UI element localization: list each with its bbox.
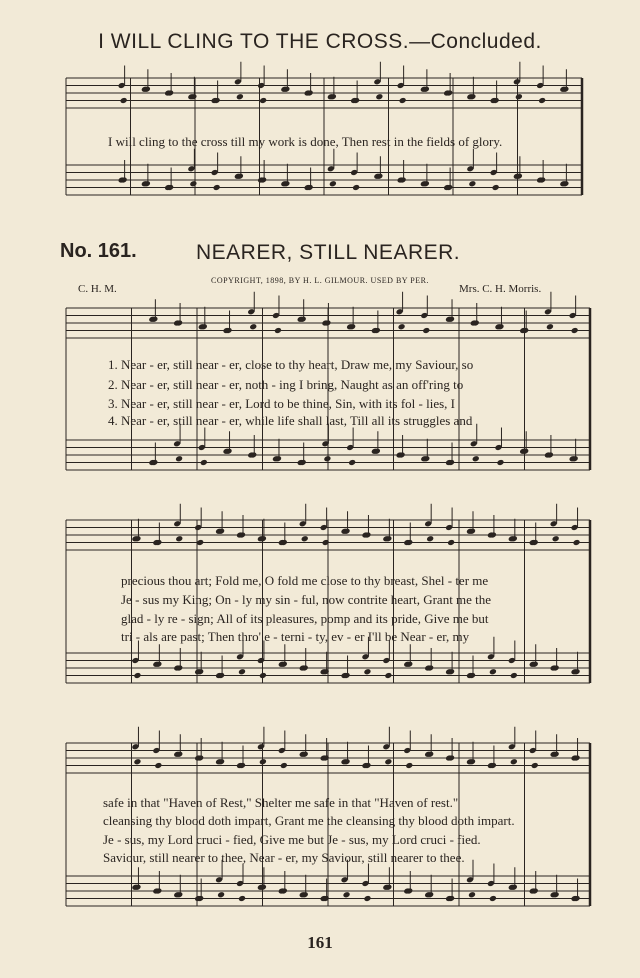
- verse-line: Je - sus, my Lord cruci - fied, Give me but Je - sus, my Lord cruci - fied.: [103, 832, 481, 847]
- verse-line: safe in that "Haven of Rest," Shelter me safe in that "Haven of rest.": [103, 795, 459, 810]
- author-credit: Mrs. C. H. Morris.: [459, 283, 542, 295]
- composer-credit: C. H. M.: [78, 283, 117, 295]
- hymn-number: No. 161.: [60, 240, 137, 262]
- verse-line: precious thou art; Fold me, O fold me close to thy breast, Shel - ter me: [121, 573, 489, 588]
- verse-line: 2. Near - er, still near - er, noth - ing I bring, Naught as an off'ring to: [108, 377, 464, 392]
- continued-song-title: I WILL CLING TO THE CROSS.—Concluded.: [98, 30, 542, 53]
- verse-line: Saviour, still nearer to thee, Near - er, my Saviour, still nearer to thee.: [103, 850, 465, 865]
- hymn-title: NEARER, STILL NEARER.: [196, 241, 461, 264]
- verse-line: 1. Near - er, still near - er, close to thy heart, Draw me, my Saviour, so: [108, 357, 474, 372]
- verse-line: 4. Near - er, still near - er, while life shall last, Till all its struggles and: [108, 413, 473, 428]
- song1-lyric-line: I will cling to the cross till my work is done, Then rest in the fields of glory.: [108, 134, 503, 149]
- verse-line: tri - als are past; Then thro' e - terni - ty, ev - er I'll be Near - er, my: [121, 629, 470, 644]
- verse-line: 3. Near - er, still near - er, Lord to be thine, Sin, with its fol - lies, I: [108, 396, 455, 411]
- verse-line: Je - sus my King; On - ly my sin - ful, now contrite heart, Grant me the: [121, 592, 492, 607]
- copyright-notice: COPYRIGHT, 1898, BY H. L. GILMOUR. USED BY PER.: [211, 276, 429, 285]
- verse-line: cleansing thy blood doth impart, Grant me the cleansing thy blood doth impart.: [103, 813, 515, 828]
- page-number: 161: [307, 933, 333, 952]
- verse-line: glad - ly re - sign; All of its pleasures, pomp and its pride, Give me but: [121, 611, 489, 626]
